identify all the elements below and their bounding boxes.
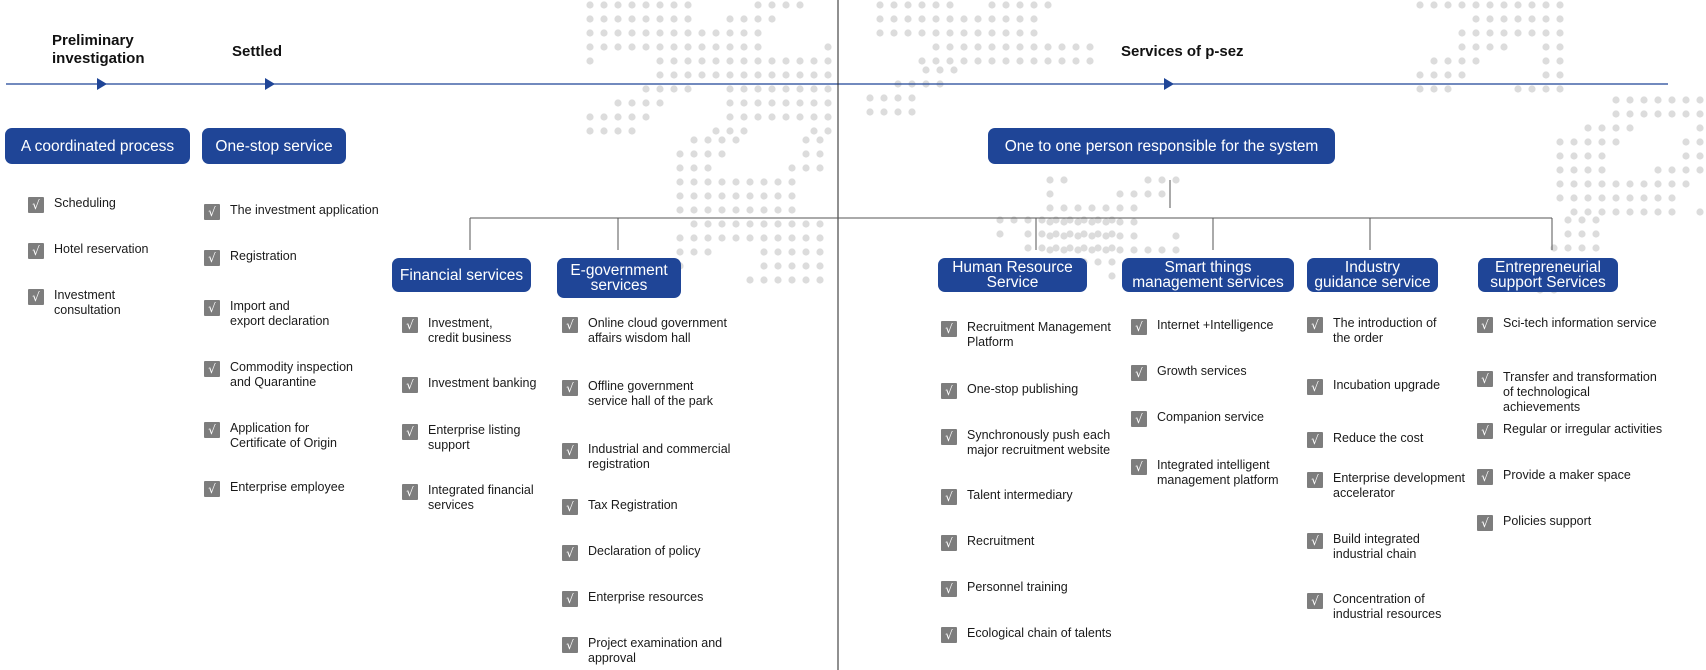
stage-label-settled: Settled [232, 43, 283, 60]
list-item-label: Project examination and approval [588, 636, 723, 665]
check-icon: √ [1307, 593, 1323, 609]
list-item [1131, 458, 1279, 488]
list-item-label: Enterprise employee [230, 480, 345, 494]
check-icon: √ [1477, 423, 1493, 439]
arrow-right-icon [97, 78, 107, 90]
list-item [941, 626, 1112, 643]
check-icon: √ [402, 484, 418, 500]
list-item-label: Build integrated industrial chain [1333, 532, 1420, 561]
list-item-label: Synchronously push each major recruitment website [967, 428, 1111, 457]
list-item-label: Integrated financial services [428, 483, 534, 512]
list-item-label: Ecological chain of talents [967, 626, 1112, 640]
list-item-label: Online cloud government affairs wisdom hall [588, 316, 727, 345]
arrow-right-icon [1164, 78, 1174, 90]
list-item [941, 320, 1111, 350]
check-icon: √ [1131, 365, 1147, 381]
check-icon: √ [204, 422, 220, 438]
list-item [204, 203, 379, 220]
list-item-label: Investment, credit business [428, 316, 512, 345]
list-item-label: Tax Registration [588, 498, 678, 512]
list-item-label: Recruitment [967, 534, 1035, 548]
check-icon: √ [1131, 319, 1147, 335]
check-icon: √ [28, 197, 44, 213]
list-item [1131, 364, 1247, 381]
list-item [1477, 514, 1591, 531]
check-icon: √ [1307, 533, 1323, 549]
list-item [562, 442, 730, 472]
category-box: Smart things management services [1122, 258, 1294, 292]
category-box: Entrepreneurial support Services [1478, 258, 1618, 292]
list-item [941, 428, 1110, 458]
category-box: E-government services [557, 258, 681, 298]
list-item-label: Regular or irregular activities [1503, 422, 1663, 436]
check-icon: √ [562, 317, 578, 333]
check-icon: √ [402, 377, 418, 393]
check-icon: √ [941, 581, 957, 597]
list-item [204, 249, 297, 266]
check-icon: √ [1307, 432, 1323, 448]
list-item [204, 421, 337, 451]
list-item-label: Internet +Intelligence [1157, 318, 1274, 332]
check-icon: √ [1477, 469, 1493, 485]
list-item-label: Personnel training [967, 580, 1068, 594]
category-box: Human Resource Service [938, 258, 1087, 292]
list-item-label: Investment banking [428, 376, 537, 390]
list-item [402, 483, 534, 513]
list-item-label: Enterprise listing support [428, 423, 521, 452]
list-item [562, 590, 703, 607]
list-item-label: Reduce the cost [1333, 431, 1424, 445]
list-item [1477, 370, 1657, 415]
check-icon: √ [204, 300, 220, 316]
list-item-label: Investment consultation [54, 288, 121, 317]
list-item-label: Registration [230, 249, 297, 263]
list-item-label: Sci-tech information service [1503, 316, 1657, 330]
list-item [204, 299, 329, 329]
category-box: A coordinated process [5, 128, 190, 164]
check-icon: √ [941, 489, 957, 505]
category-box: Industry guidance service [1307, 258, 1438, 292]
check-icon: √ [204, 361, 220, 377]
list-item [941, 534, 1034, 551]
list-item [1131, 318, 1273, 335]
check-icon: √ [562, 380, 578, 396]
list-item [28, 196, 116, 213]
list-item [204, 480, 345, 497]
check-icon: √ [204, 250, 220, 266]
list-item [28, 288, 121, 318]
list-item-label: Talent intermediary [967, 488, 1073, 502]
list-item [1477, 422, 1662, 439]
list-item-label: Offline government service hall of the park [588, 379, 714, 408]
category-box: Financial services [392, 258, 531, 292]
stage-label-preliminary: Preliminary investigation [52, 32, 145, 67]
list-item-label: The investment application [230, 203, 379, 217]
check-icon: √ [1307, 379, 1323, 395]
stage-label-services: Services of p-sez [1121, 43, 1244, 60]
list-item-label: Policies support [1503, 514, 1592, 528]
list-item [1307, 316, 1437, 346]
check-icon: √ [941, 429, 957, 445]
check-icon: √ [1477, 317, 1493, 333]
list-item [1307, 592, 1441, 622]
check-icon: √ [402, 317, 418, 333]
list-item-label: Enterprise development accelerator [1333, 471, 1466, 500]
list-item [1477, 316, 1657, 333]
check-icon: √ [1477, 515, 1493, 531]
list-item [402, 316, 511, 346]
list-item [562, 379, 713, 409]
list-item [204, 360, 353, 390]
check-icon: √ [562, 545, 578, 561]
hub-box: One to one person responsible for the system [988, 128, 1335, 164]
list-item [402, 376, 536, 393]
list-item [941, 580, 1068, 597]
list-item [941, 488, 1073, 505]
list-item [1307, 431, 1423, 448]
list-item-label: Recruitment Management Platform [967, 320, 1111, 349]
list-item-label: Scheduling [54, 196, 116, 210]
check-icon: √ [941, 383, 957, 399]
check-icon: √ [1307, 317, 1323, 333]
list-item [28, 242, 149, 259]
list-item [1477, 468, 1631, 485]
list-item-label: Application for Certificate of Origin [230, 421, 337, 450]
list-item [1307, 378, 1440, 395]
check-icon: √ [562, 637, 578, 653]
check-icon: √ [1131, 411, 1147, 427]
check-icon: √ [402, 424, 418, 440]
check-icon: √ [941, 535, 957, 551]
check-icon: √ [562, 443, 578, 459]
check-icon: √ [204, 204, 220, 220]
list-item [562, 498, 678, 515]
list-item-label: Commodity inspection and Quarantine [230, 360, 353, 389]
check-icon: √ [28, 243, 44, 259]
category-box: One-stop service [202, 128, 346, 164]
list-item [1307, 532, 1420, 562]
arrow-right-icon [265, 78, 275, 90]
list-item [562, 636, 722, 666]
check-icon: √ [562, 499, 578, 515]
check-icon: √ [1477, 371, 1493, 387]
check-icon: √ [941, 321, 957, 337]
list-item [562, 544, 701, 561]
list-item [1307, 471, 1465, 501]
list-item-label: One-stop publishing [967, 382, 1079, 396]
list-item [1131, 410, 1264, 427]
list-item-label: Concentration of industrial resources [1333, 592, 1442, 621]
list-item-label: Declaration of policy [588, 544, 701, 558]
check-icon: √ [562, 591, 578, 607]
check-icon: √ [1307, 472, 1323, 488]
list-item-label: Import and export declaration [230, 299, 330, 328]
check-icon: √ [28, 289, 44, 305]
check-icon: √ [1131, 459, 1147, 475]
list-item-label: Companion service [1157, 410, 1264, 424]
list-item-label: Integrated intelligent management platform [1157, 458, 1279, 487]
list-item-label: Growth services [1157, 364, 1247, 378]
list-item-label: Enterprise resources [588, 590, 704, 604]
list-item [402, 423, 520, 453]
list-item-label: Hotel reservation [54, 242, 149, 256]
check-icon: √ [941, 627, 957, 643]
list-item-label: The introduction of the order [1333, 316, 1437, 345]
list-item-label: Provide a maker space [1503, 468, 1631, 482]
list-item-label: Industrial and commercial registration [588, 442, 731, 471]
list-item [562, 316, 727, 346]
list-item-label: Transfer and transformation of technological achievements [1503, 370, 1657, 414]
check-icon: √ [204, 481, 220, 497]
list-item-label: Incubation upgrade [1333, 378, 1441, 392]
list-item [941, 382, 1078, 399]
